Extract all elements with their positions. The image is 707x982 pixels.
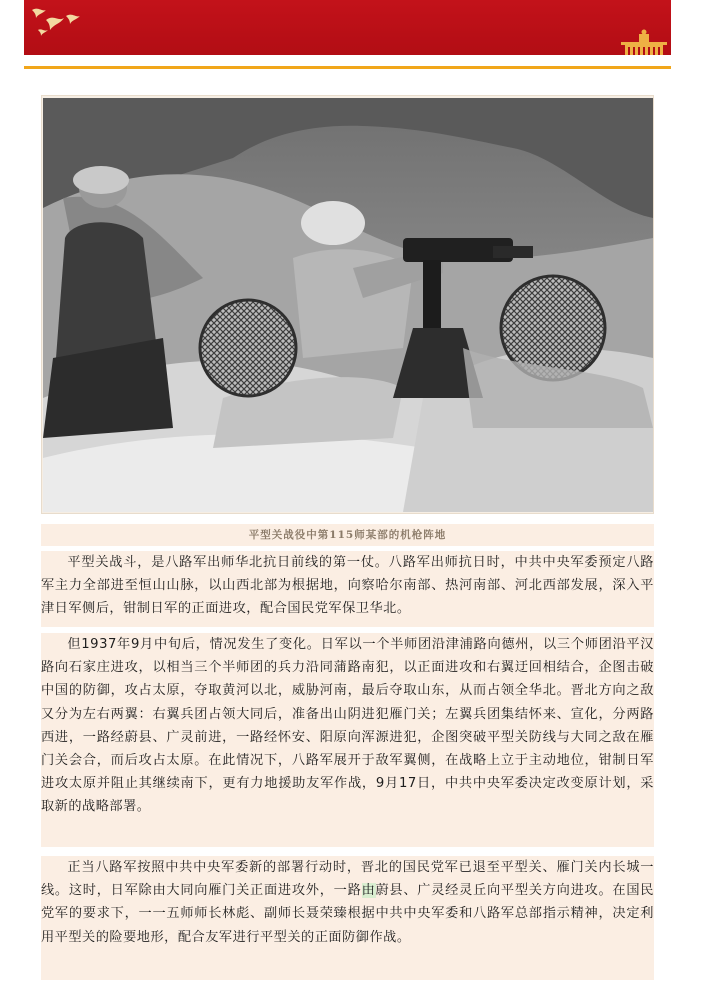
article-paragraph xyxy=(41,856,654,980)
header-banner xyxy=(24,0,671,55)
great-hall-icon xyxy=(617,28,671,55)
highlighted-character: 由 xyxy=(361,883,376,899)
photo-frame xyxy=(41,95,654,514)
historical-photo xyxy=(43,98,653,512)
paragraph-text: 蔚县、广灵经灵丘向平型关方向进攻。在国民党军的要求下，一一五师师长林彪、副师长聂荣臻根据中共中央军委和八路军总部指示精神，决定利用平型关的险要地形，配合友军进行平型关的正面防御作战。 xyxy=(41,883,654,945)
article-paragraph: 但1937年9月中旬后，情况发生了变化。日军以一个半师团沿津浦路向德州，以三个师团沿平汉路向石家庄进攻，以相当三个半师团的兵力沿同蒲路南犯，以正面进攻和右翼迂回相结合，企图击破中国的防御，攻占太原，夺取黄河以北，威胁河南，最后夺取山东，从而占领全华北。晋北方向之敌又分为左右两翼：右翼兵团占领大同后，准备出山阴进犯雁门关；左翼兵团集结怀来、宣化，分两路西进，一路经蔚县、广灵前进，一路经怀安、阳原向浑源进犯，企图突破平型关防线与大同之敌在雁门关会合，而后攻占太原。在此情况下，八路军展开于敌军翼侧，在战略上立于主动地位，钳制日军进攻太原并阻止其继续南下，更有力地援助友军作战，9月17日，中共中央军委决定改变原计划，采取新的战略部署。 xyxy=(41,633,654,847)
header-divider xyxy=(24,66,671,69)
doves-icon xyxy=(28,2,88,42)
paragraph-text: 正当八路军按照中共中央军委新的部署行动时，晋北的国民党军已退至平型关、雁门关内长城一线。这时，日军除由大同向雁门关正面进攻外，一路 xyxy=(41,860,654,899)
article-paragraph: 平型关战斗，是八路军出师华北抗日前线的第一仗。八路军出师抗日时，中共中央军委预定八路军主力全部进至恒山山脉，以山西北部为根据地，向察哈尔南部、热河南部、河北西部发展，深入平津日军侧后，钳制日军的正面进攻，配合国民党军保卫华北。 xyxy=(41,551,654,627)
photo-caption: 平型关战役中第115师某部的机枪阵地 xyxy=(41,524,654,546)
